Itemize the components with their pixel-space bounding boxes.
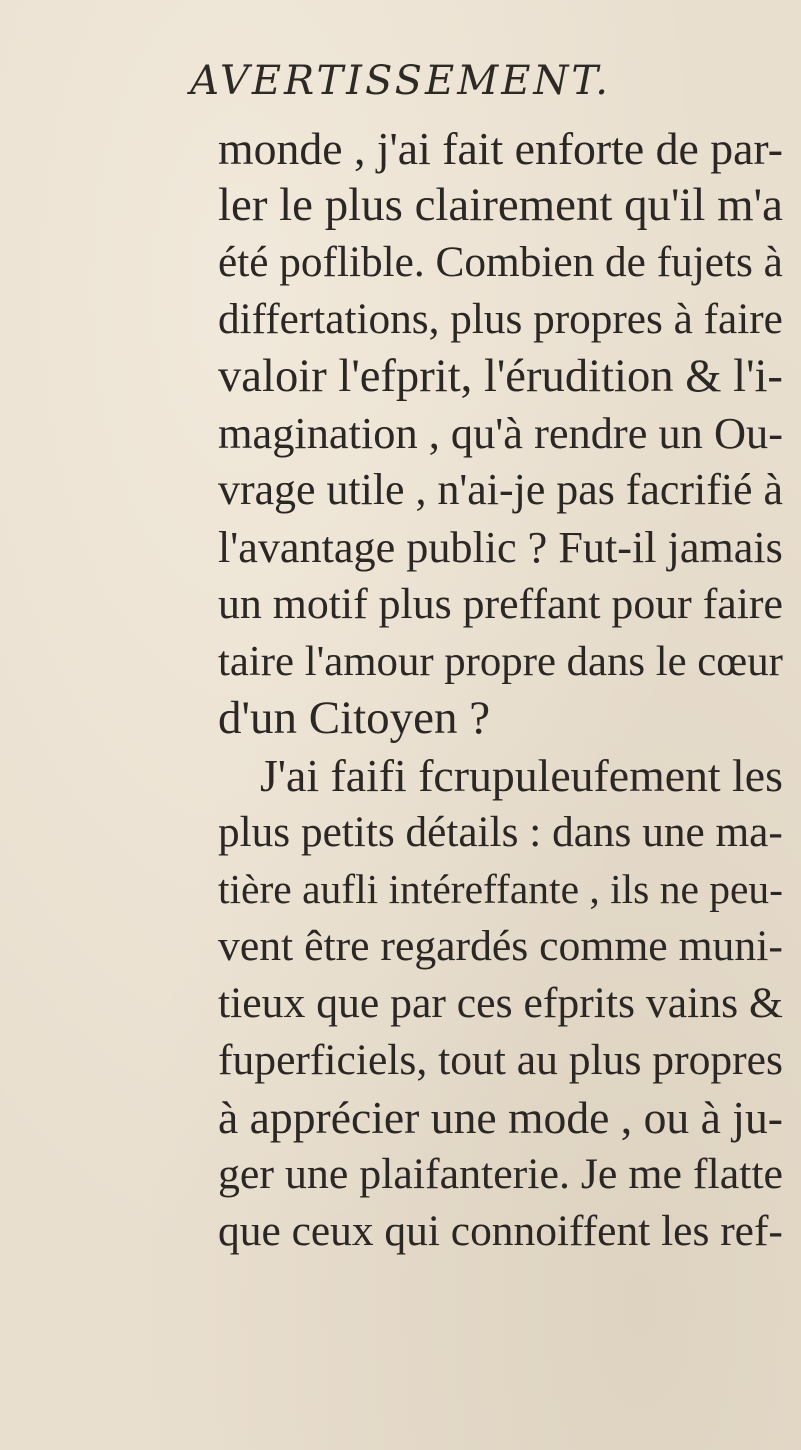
text-line: à apprécier une mode , ou à ju-: [218, 1092, 783, 1143]
text-line: monde , j'ai fait enforte de par-: [218, 123, 783, 174]
text-line: vrage utile , n'ai-je pas facrifié à: [218, 466, 783, 514]
paragraph-start-line: J'ai faifi fcrupuleufement les: [260, 750, 783, 801]
text-line: tieux que par ces efprits vains &: [218, 979, 783, 1027]
text-line: un motif plus preffant pour faire: [218, 580, 783, 628]
text-line: differtations, plus propres à faire: [218, 295, 783, 343]
text-line: magination , qu'à rendre un Ou-: [218, 408, 783, 458]
text-line: valoir l'efprit, l'érudition & l'i-: [218, 350, 783, 402]
text-line: fuperficiels, tout au plus propres: [218, 1036, 783, 1084]
text-line: l'avantage public ? Fut-il jamais: [218, 523, 783, 572]
text-line: ger une plaifanterie. Je me flatte: [218, 1150, 784, 1198]
text-line: vent être regardés comme muni-: [218, 922, 783, 970]
paragraph-body: [218, 120, 783, 1260]
text-line: d'un Citoyen ?: [218, 692, 491, 744]
text-line: ler le plus clairement qu'il m'a: [218, 179, 783, 231]
text-line: tière aufli intéreffante , ils ne peu-: [218, 866, 783, 912]
text-line: taire l'amour propre dans le cœur: [218, 638, 783, 685]
text-line: que ceux qui connoiffent les ref-: [218, 1207, 783, 1255]
text-line: plus petits détails : dans une ma-: [218, 808, 783, 856]
page-header: AVERTISSEMENT.: [190, 58, 611, 104]
text-line: été poflible. Combien de fujets à: [218, 238, 783, 286]
